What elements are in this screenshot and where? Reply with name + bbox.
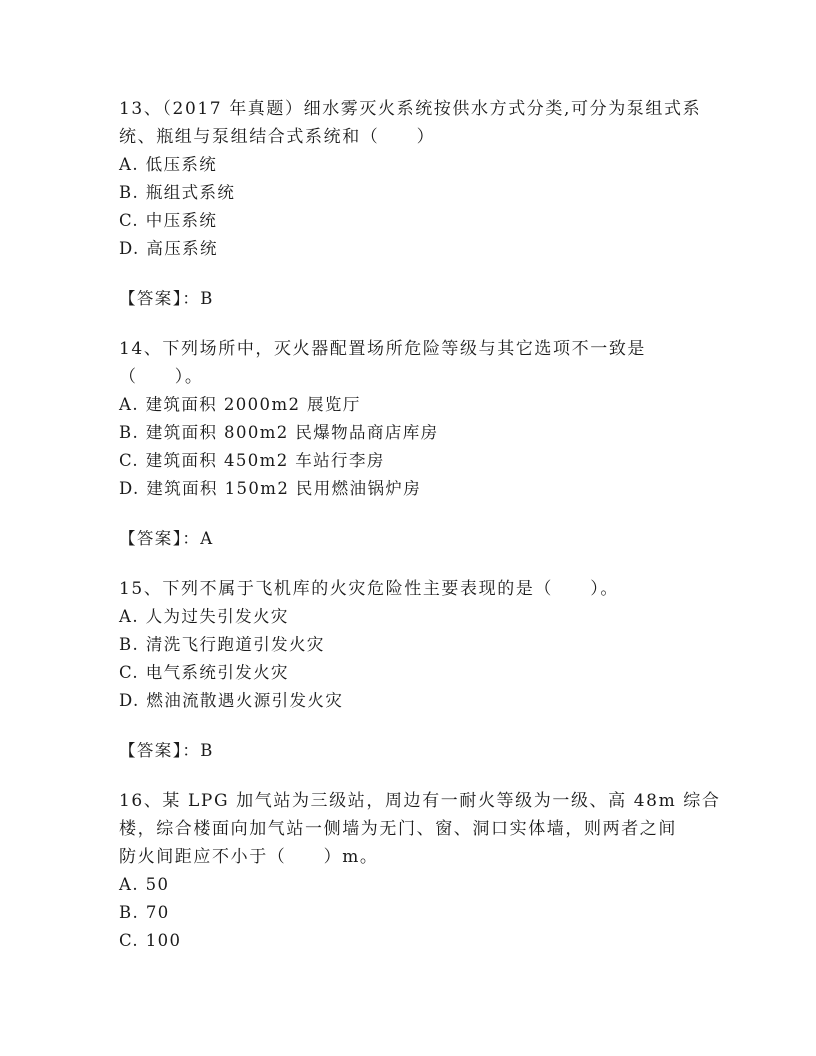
option-c: C. 中压系统 — [119, 211, 218, 230]
question-stem-line: 楼，综合楼面向加气站一侧墙为无门、窗、洞口实体墙，则两者之间 — [119, 819, 677, 839]
option-c: C. 电气系统引发火灾 — [119, 663, 289, 682]
question-13 — [119, 95, 702, 263]
option-b: B. 70 — [119, 903, 170, 922]
question-stem-line: 统、瓶组与泵组结合式系统和（ ） — [119, 127, 436, 147]
option-d: D. 燃油流散遇火源引发火灾 — [119, 691, 344, 710]
question-15 — [119, 575, 699, 715]
answer-15: 【答案】：B — [119, 741, 214, 760]
exam-page — [119, 95, 721, 955]
option-d: D. 建筑面积 150m2 民用燃油锅炉房 — [119, 479, 422, 498]
option-b: B. 建筑面积 800m2 民爆物品商店库房 — [119, 423, 439, 442]
question-stem-line: 16、某 LPG 加气站为三级站，周边有一耐火等级为一级、高 48m 综合 — [119, 791, 721, 811]
option-b: B. 瓶组式系统 — [119, 183, 236, 202]
question-stem-line: （ ）。 — [119, 367, 204, 387]
option-c: C. 建筑面积 450m2 车站行李房 — [119, 451, 385, 470]
question-16 — [119, 787, 721, 955]
question-stem-line: 15、下列不属于飞机库的火灾危险性主要表现的是（ ）。 — [119, 579, 619, 599]
option-a: A. 人为过失引发火灾 — [119, 607, 289, 626]
question-stem-line: 13、（2017 年真题）细水雾灭火系统按供水方式分类,可分为泵组式系 — [119, 99, 702, 119]
answer-13: 【答案】：B — [119, 289, 214, 308]
question-14 — [119, 335, 699, 503]
option-c: C. 100 — [119, 931, 182, 950]
answer-14: 【答案】：A — [119, 529, 214, 548]
option-b: B. 清洗飞行跑道引发火灾 — [119, 635, 325, 654]
option-a: A. 低压系统 — [119, 155, 218, 174]
option-d: D. 高压系统 — [119, 239, 218, 258]
option-a: A. 建筑面积 2000m2 展览厅 — [119, 395, 361, 414]
question-stem-line: 14、下列场所中，灭火器配置场所危险等级与其它选项不一致是 — [119, 339, 647, 359]
option-a: A. 50 — [119, 875, 170, 894]
question-stem-line: 防火间距应不小于（ ）m。 — [119, 847, 379, 867]
